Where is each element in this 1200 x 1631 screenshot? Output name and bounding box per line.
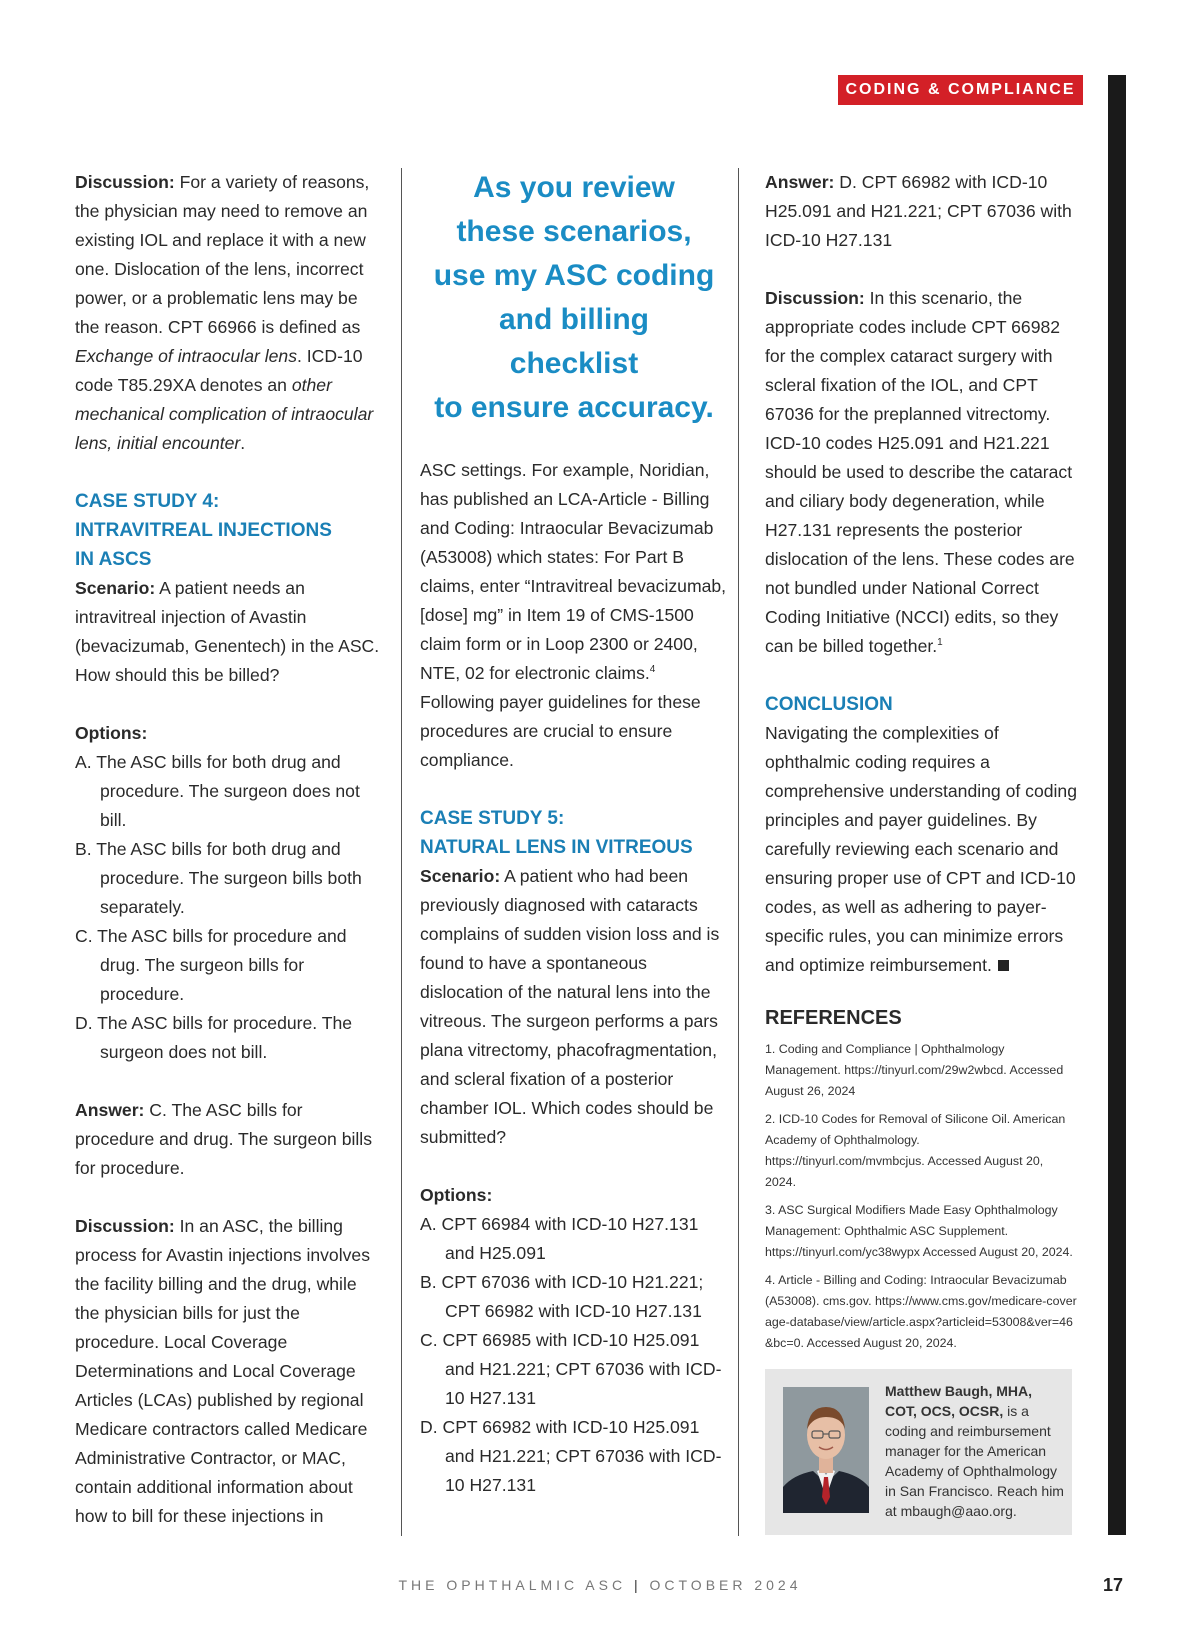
option-item: B. The ASC bills for both drug and procedure. The surgeon bills both separately. — [75, 839, 362, 917]
discussion-paragraph-1 — [75, 168, 380, 458]
text: D. CPT 66982 with ICD-10 H25.091 and H21.221; CPT 67036 with ICD-10 H27.131 — [765, 172, 1072, 250]
case-study-5-heading — [420, 804, 728, 862]
conclusion-heading: CONCLUSION — [765, 694, 893, 715]
label: Discussion: — [75, 172, 175, 192]
pull-quote-line: to ensure accuracy. — [434, 391, 714, 424]
pull-quote — [420, 166, 728, 430]
author-bio-text — [885, 1381, 1065, 1521]
page-footer — [0, 1577, 1200, 1593]
column-rule-1 — [401, 168, 402, 1536]
reference-item: 2. ICD-10 Codes for Removal of Silicone Oil. American Academy of Ophthalmology. https://tinyurl.com/mvmbcjus. Accessed August 20, 2024. — [765, 1112, 1066, 1189]
options-label: Options: — [420, 1185, 493, 1205]
column-2 — [420, 168, 728, 1500]
text: For a variety of reasons, the physician may need to remove an existing IOL and replace it with a new one. Dislocation of the lens, incorrect power, or a problematic lens may be the reason. CPT 66966 is defined as — [75, 172, 370, 337]
text: Navigating the complexities of ophthalmic coding requires a comprehensive understanding of coding principles and payer guidelines. By carefully reviewing each scenario and ensuring proper use of CPT and ICD-10 codes, as well as adhering to payer-specific rules, you can minimize errors and optimize reimbursement. — [765, 723, 1078, 975]
end-mark-icon — [998, 960, 1009, 971]
pull-quote-line: checklist — [509, 347, 639, 380]
pull-quote-line: these scenarios, — [456, 215, 692, 248]
column-rule-2 — [738, 168, 739, 1536]
option-item: B. CPT 67036 with ICD-10 H21.221; CPT 66982 with ICD-10 H27.131 — [420, 1272, 704, 1321]
answer-paragraph — [765, 168, 1077, 255]
text: C. The ASC bills for procedure and drug. The surgeon bills for procedure. — [75, 1100, 373, 1178]
heading-line: CASE STUDY 5: — [420, 808, 565, 829]
option-item: C. The ASC bills for procedure and drug. The surgeon bills for procedure. — [75, 926, 347, 1004]
reference-item: 3. ASC Surgical Modifiers Made Easy Ophthalmology Management: Ophthalmic ASC Supplement. https://tinyurl.com/yc38wypx Accessed August 20, 2024. — [765, 1203, 1073, 1259]
references-heading: REFERENCES — [765, 1007, 902, 1029]
answer-paragraph — [75, 1096, 380, 1183]
option-item: C. CPT 66985 with ICD-10 H25.091 and H21.221; CPT 67036 with ICD-10 H27.131 — [420, 1330, 722, 1408]
text: . ICD-10 code T85.29XA denotes an — [75, 346, 363, 395]
option-item: D. CPT 66982 with ICD-10 H25.091 and H21.221; CPT 67036 with ICD-10 H27.131 — [420, 1417, 722, 1495]
continuation-paragraph — [420, 456, 728, 775]
text: In this scenario, the appropriate codes include CPT 66982 for the complex cataract surgery with scleral fixation of the IOL, and CPT 67036 for the preplanned vitrectomy. ICD-10 codes H25.091 and H21.221 should be used to describe the cataract and ciliary body degeneration, while H27.131 represents the posterior dislocation of the lens. These codes are not bundled under National Correct Coding Initiative (NCCI) edits, so they can be billed together. — [765, 288, 1075, 656]
author-photo — [783, 1387, 869, 1513]
column-1 — [75, 168, 380, 1531]
heading-line: CASE STUDY 4: — [75, 491, 220, 512]
author-portrait-icon — [783, 1387, 869, 1513]
pull-quote-line: As you review — [473, 171, 675, 204]
pull-quote-line: use my ASC coding — [433, 259, 715, 292]
footnote-ref: 4 — [649, 664, 656, 676]
options-label: Options: — [75, 723, 148, 743]
label: Scenario: — [420, 866, 501, 886]
text: In an ASC, the billing process for Avastin injections involves the facility billing and the drug, while the physician bills for just the procedure. Local Coverage Determinations and Local Coverage Articles (LCAs) published by regional Medicare contractors called Medicare Administrative Contractor, or MAC, contain additional information about how to bill for these injections in — [75, 1216, 371, 1526]
label: Answer: — [765, 172, 835, 192]
option-item: D. The ASC bills for procedure. The surgeon does not bill. — [75, 1013, 353, 1062]
option-item: A. CPT 66984 with ICD-10 H27.131 and H25.091 — [420, 1214, 699, 1263]
reference-item: 1. Coding and Compliance | Ophthalmology Management. https://tinyurl.com/29w2wbcd. Accessed August 26, 2024 — [765, 1042, 1064, 1098]
heading-line: INTRAVITREAL INJECTIONS — [75, 520, 332, 541]
publication-name: THE OPHTHALMIC ASC — [398, 1577, 627, 1593]
author-bio-box — [765, 1369, 1072, 1535]
section-tag: CODING & COMPLIANCE — [838, 75, 1083, 105]
italic-text: Exchange of intraocular lens — [75, 346, 298, 366]
text: A patient needs an intravitreal injection of Avastin (bevacizumab, Genentech) in the ASC. How should this be billed? — [75, 578, 380, 685]
author-name: Matthew Baugh, MHA, COT, OCS, OCSR, — [885, 1383, 1032, 1419]
discussion-paragraph-2 — [75, 1212, 380, 1531]
label: Discussion: — [75, 1216, 175, 1236]
scenario-paragraph — [75, 574, 380, 690]
text: A patient who had been previously diagnosed with cataracts complains of sudden vision loss and is found to have a spontaneous dislocation of the natural lens into the vitreous. The surgeon performs a pars plana vitrectomy, phacofragmentation, and scleral fixation of a posterior chamber IOL. Which codes should be submitted? — [420, 866, 720, 1147]
case-study-4-heading — [75, 487, 380, 574]
heading-line: IN ASCS — [75, 549, 152, 570]
text: . — [240, 433, 246, 453]
text: ASC settings. For example, Noridian, has published an LCA-Article - Billing and Coding: Intraocular Bevacizumab (A53008) which states: For Part B claims, enter “Intravitreal bevacizumab, [dose] mg” in Item 19 of CMS-1500 claim form or in Loop 2300 or 2400, NTE, 02 for electronic claims. — [420, 460, 727, 683]
conclusion-paragraph — [765, 719, 1077, 980]
footer-separator: | — [633, 1577, 642, 1593]
page-number: 17 — [1103, 1575, 1124, 1595]
option-item: A. The ASC bills for both drug and procedure. The surgeon does not bill. — [75, 752, 360, 830]
pull-quote-line: and billing — [499, 303, 649, 336]
scenario-paragraph — [420, 862, 728, 1152]
column-3 — [765, 168, 1077, 1354]
text: Following payer guidelines for these procedures are crucial to ensure compliance. — [420, 692, 701, 770]
label: Discussion: — [765, 288, 865, 308]
italic-text: other mechanical complication of intraocular lens, initial encounter — [75, 375, 374, 453]
label: Answer: — [75, 1100, 145, 1120]
reference-item: 4. Article - Billing and Coding: Intraocular Bevacizumab (A53008). cms.gov. https://www.cms.gov/medicare-coverage-database/view/article.aspx?articleid=53008&ver=46&bc=0. Accessed August 20, 2024. — [765, 1273, 1077, 1350]
heading-line: NATURAL LENS IN VITREOUS — [420, 837, 693, 858]
footnote-ref: 1 — [937, 637, 943, 649]
discussion-paragraph — [765, 284, 1077, 661]
label: Scenario: — [75, 578, 156, 598]
text: is a coding and reimbursement manager for the American Academy of Ophthalmology in San Francisco. Reach him at mbaugh@aao.org. — [885, 1403, 1064, 1519]
issue-date: OCTOBER 2024 — [649, 1577, 802, 1593]
edge-bar — [1108, 75, 1126, 1535]
